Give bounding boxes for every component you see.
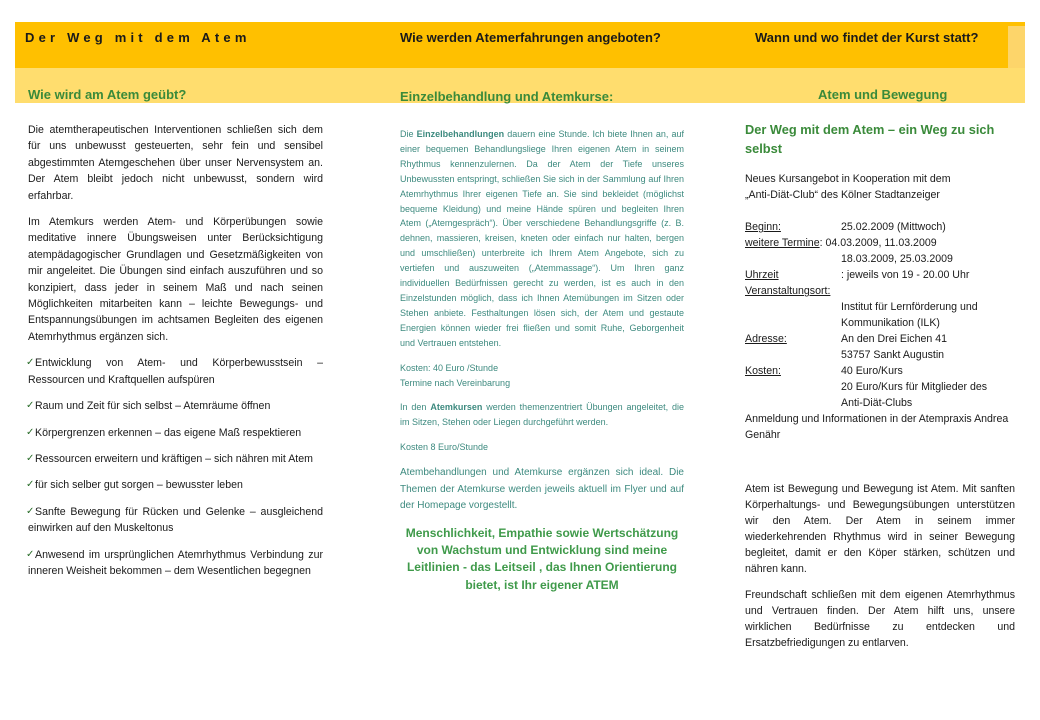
course-headline: Der Weg mit dem Atem – ein Weg zu sich selbst: [745, 122, 995, 156]
intro-line: Neues Kursangebot in Kooperation mit dem: [745, 173, 951, 185]
intro-line: „Anti-Diät-Club“ des Kölner Stadtanzeiger: [745, 189, 940, 201]
subheader-col3: Atem und Bewegung: [818, 87, 948, 102]
info-row-adresse: Adresse: An den Drei Eichen 41: [745, 333, 948, 345]
info-row-adresse-2: 53757 Sankt Augustin: [841, 349, 945, 361]
registration-info: Anmeldung und Informationen in der Atempraxis Andrea Genähr: [745, 413, 1009, 441]
list-item: ✓ Sanfte Bewegung für Rücken und Gelenke – ausgleichend einwirken auf den Muskeltonus: [26, 505, 323, 535]
motto-text: Menschlichkeit, Empathie sowie Wertschätzung von Wachstum und Entwicklung sind meine Leitlinien - das Leitseil , das Ihnen Orientierung bietet, ist Ihr eigener ATEM: [405, 525, 679, 592]
list-item: ✓ Ressourcen erweitern und kräftigen – sich nähren mit Atem: [28, 451, 323, 467]
list-item: ✓ Raum und Zeit für sich selbst – Atemräume öffnen: [28, 398, 323, 414]
check-icon: ✓: [26, 357, 35, 369]
cost-einzel: Kosten: 40 Euro /Stunde Termine nach Vereinbarung: [400, 362, 511, 388]
column-practice: [28, 122, 323, 589]
list-item: ✓ Entwicklung von Atem- und Körperbewusstsein – Ressourcen und Kraftquellen aufspüren: [26, 357, 323, 386]
paragraph-atemkurse: In den Atemkursen werden themenzentriert Übungen angeleitet, die im Sitzen, Stehen oder Liegen durchgeführt werden.: [400, 402, 684, 428]
paragraph-atemkurs: Im Atemkurs werden Atem- und Körperübungen sowie meditative innere Übungsweisen unter Berücksichtigung atempädagogischer Grundlagen und Gesetzmäßigkeiten von mir angeleitet. Die Übungen sind einfach auszuführen und so konzipiert, dass jeder in seinem Maß und nach seinen Möglichkeiten mitarbeiten kann – leichte Bewegungs- und Entspannungsübungen im achtsamen Begleiten des eigenen Atemrhythmus ergänzen sich.: [28, 216, 323, 343]
paragraph-ideal: Atembehandlungen und Atemkurse ergänzen sich ideal. Die Themen der Atemkurse werden jeweils aktuell im Flyer und auf der Homepage vorgestellt.: [400, 467, 684, 512]
paragraph-interventions: Die atemtherapeutischen Interventionen schließen sich dem für uns unbewusst gesteuerten, sehr fein und sensibel abgestimmten Atemgeschehen über unser Nervensystem an. Der Atem bleibt jedoch nicht unbewusst, sondern wird erfahrbar.: [28, 124, 323, 202]
header-title-col3: Wann und wo findet der Kurst statt?: [755, 30, 979, 45]
check-icon: ✓: [26, 400, 35, 412]
list-item: ✓ Anwesend im ursprünglichen Atemrhythmus Verbindung zur inneren Weisheit bekommen – dem Wesentlichen begegnen: [26, 548, 323, 577]
check-icon: ✓: [26, 548, 35, 560]
check-icon: ✓: [26, 479, 35, 491]
info-row-ort: Veranstaltungsort:: [745, 285, 831, 297]
header-banner: [15, 22, 1025, 68]
info-row-termine: weitere Termine : 04.03.2009, 11.03.2009: [745, 237, 937, 249]
banner-shadow: [1008, 26, 1025, 68]
column-course-info: [745, 120, 1015, 651]
paragraph-einzelbehandlung: Die Einzelbehandlungen dauern eine Stunde. Ich biete Ihnen an, auf einer bequemen Behandlungsliege Ihren eigenen Atem in seinem Rhythmus kennenzulernen. Da der Atem der Tiefe unseres Unbewussten entspringt, schließen Sie sich in der Sammlung auf Ihren Atemrhythmus Ihrer eigenen Tiefe an. Sie sind bekleidet (möglichst bequeme Kleidung) und meine Hände spüren und begleiten Ihren Atem („Atemgespräch“). Über verschiedene Behandlungsgriffe (z. B. dehnen, massieren, kreisen, kneten oder einfach nur halten, bergen und umschließen) unterbreite ich Ihrem Atem Angebote, sich zu vertiefen und auszuweiten („Atemmassage“). Um Ihren ganz individuellen Bedürfnissen gerecht zu werden, ist es auch in den Einzelstunden möglich, dass ich Ihnen Atemübungen im Sitzen oder Stehen anbiete. Festhaltungen lösen sich, der Atem und gestaute Energien können wieder frei fließen und somit Ruhe, Geborgenheit und Vertrauen entstehen.: [400, 129, 684, 348]
header-title-col1: Der Weg mit dem Atem: [25, 30, 251, 45]
info-row-ort-value: Institut für Lernförderung und: [841, 301, 978, 313]
info-row-kosten-2: 20 Euro/Kurs für Mitglieder des: [841, 381, 988, 393]
paragraph-bewegung: Atem ist Bewegung und Bewegung ist Atem. Mit sanften Körperhaltungs- und Bewegungsübungen unterstützen wir den Atem. Der Atem in seinem immer wiederkehrenden Rhythmus wird in seiner Bewegung begleitet, damit er den Köper stärken, schützen und nähren kann.: [745, 483, 1015, 575]
info-row-ort-value-2: Kommunikation (ILK): [841, 317, 940, 329]
check-icon: ✓: [26, 505, 35, 517]
paragraph-freundschaft: Freundschaft schließen mit dem eigenen Atemrhythmus und Vertrauen finden. Der Atem hilft uns, unsere wirklichen Bedürfnisse zu entdecken und Ersatzbefriedigungen zu entlarven.: [745, 589, 1015, 649]
column-offerings: [400, 127, 684, 594]
subheader-col1: Wie wird am Atem geübt?: [28, 87, 187, 102]
header-title-col2: Wie werden Atemerfahrungen angeboten?: [400, 30, 661, 45]
check-icon: ✓: [26, 452, 35, 464]
info-row-kosten-3: Anti-Diät-Clubs: [841, 397, 913, 409]
info-row-beginn: Beginn: 25.02.2009 (Mittwoch): [745, 221, 946, 233]
info-row-kosten: Kosten: 40 Euro/Kurs: [745, 365, 903, 377]
benefit-list: [28, 355, 323, 579]
list-item: ✓ für sich selber gut sorgen – bewusster leben: [28, 477, 323, 493]
list-item: ✓ Körpergrenzen erkennen – das eigene Maß respektieren: [28, 425, 323, 441]
check-icon: ✓: [26, 426, 35, 438]
info-row-uhrzeit: Uhrzeit : jeweils von 19 - 20.00 Uhr: [745, 269, 970, 281]
subheader-col2: Einzelbehandlung und Atemkurse:: [400, 89, 614, 104]
cost-kurs: Kosten 8 Euro/Stunde: [400, 442, 489, 453]
info-row-termine-2: 18.03.2009, 25.03.2009: [841, 253, 953, 265]
